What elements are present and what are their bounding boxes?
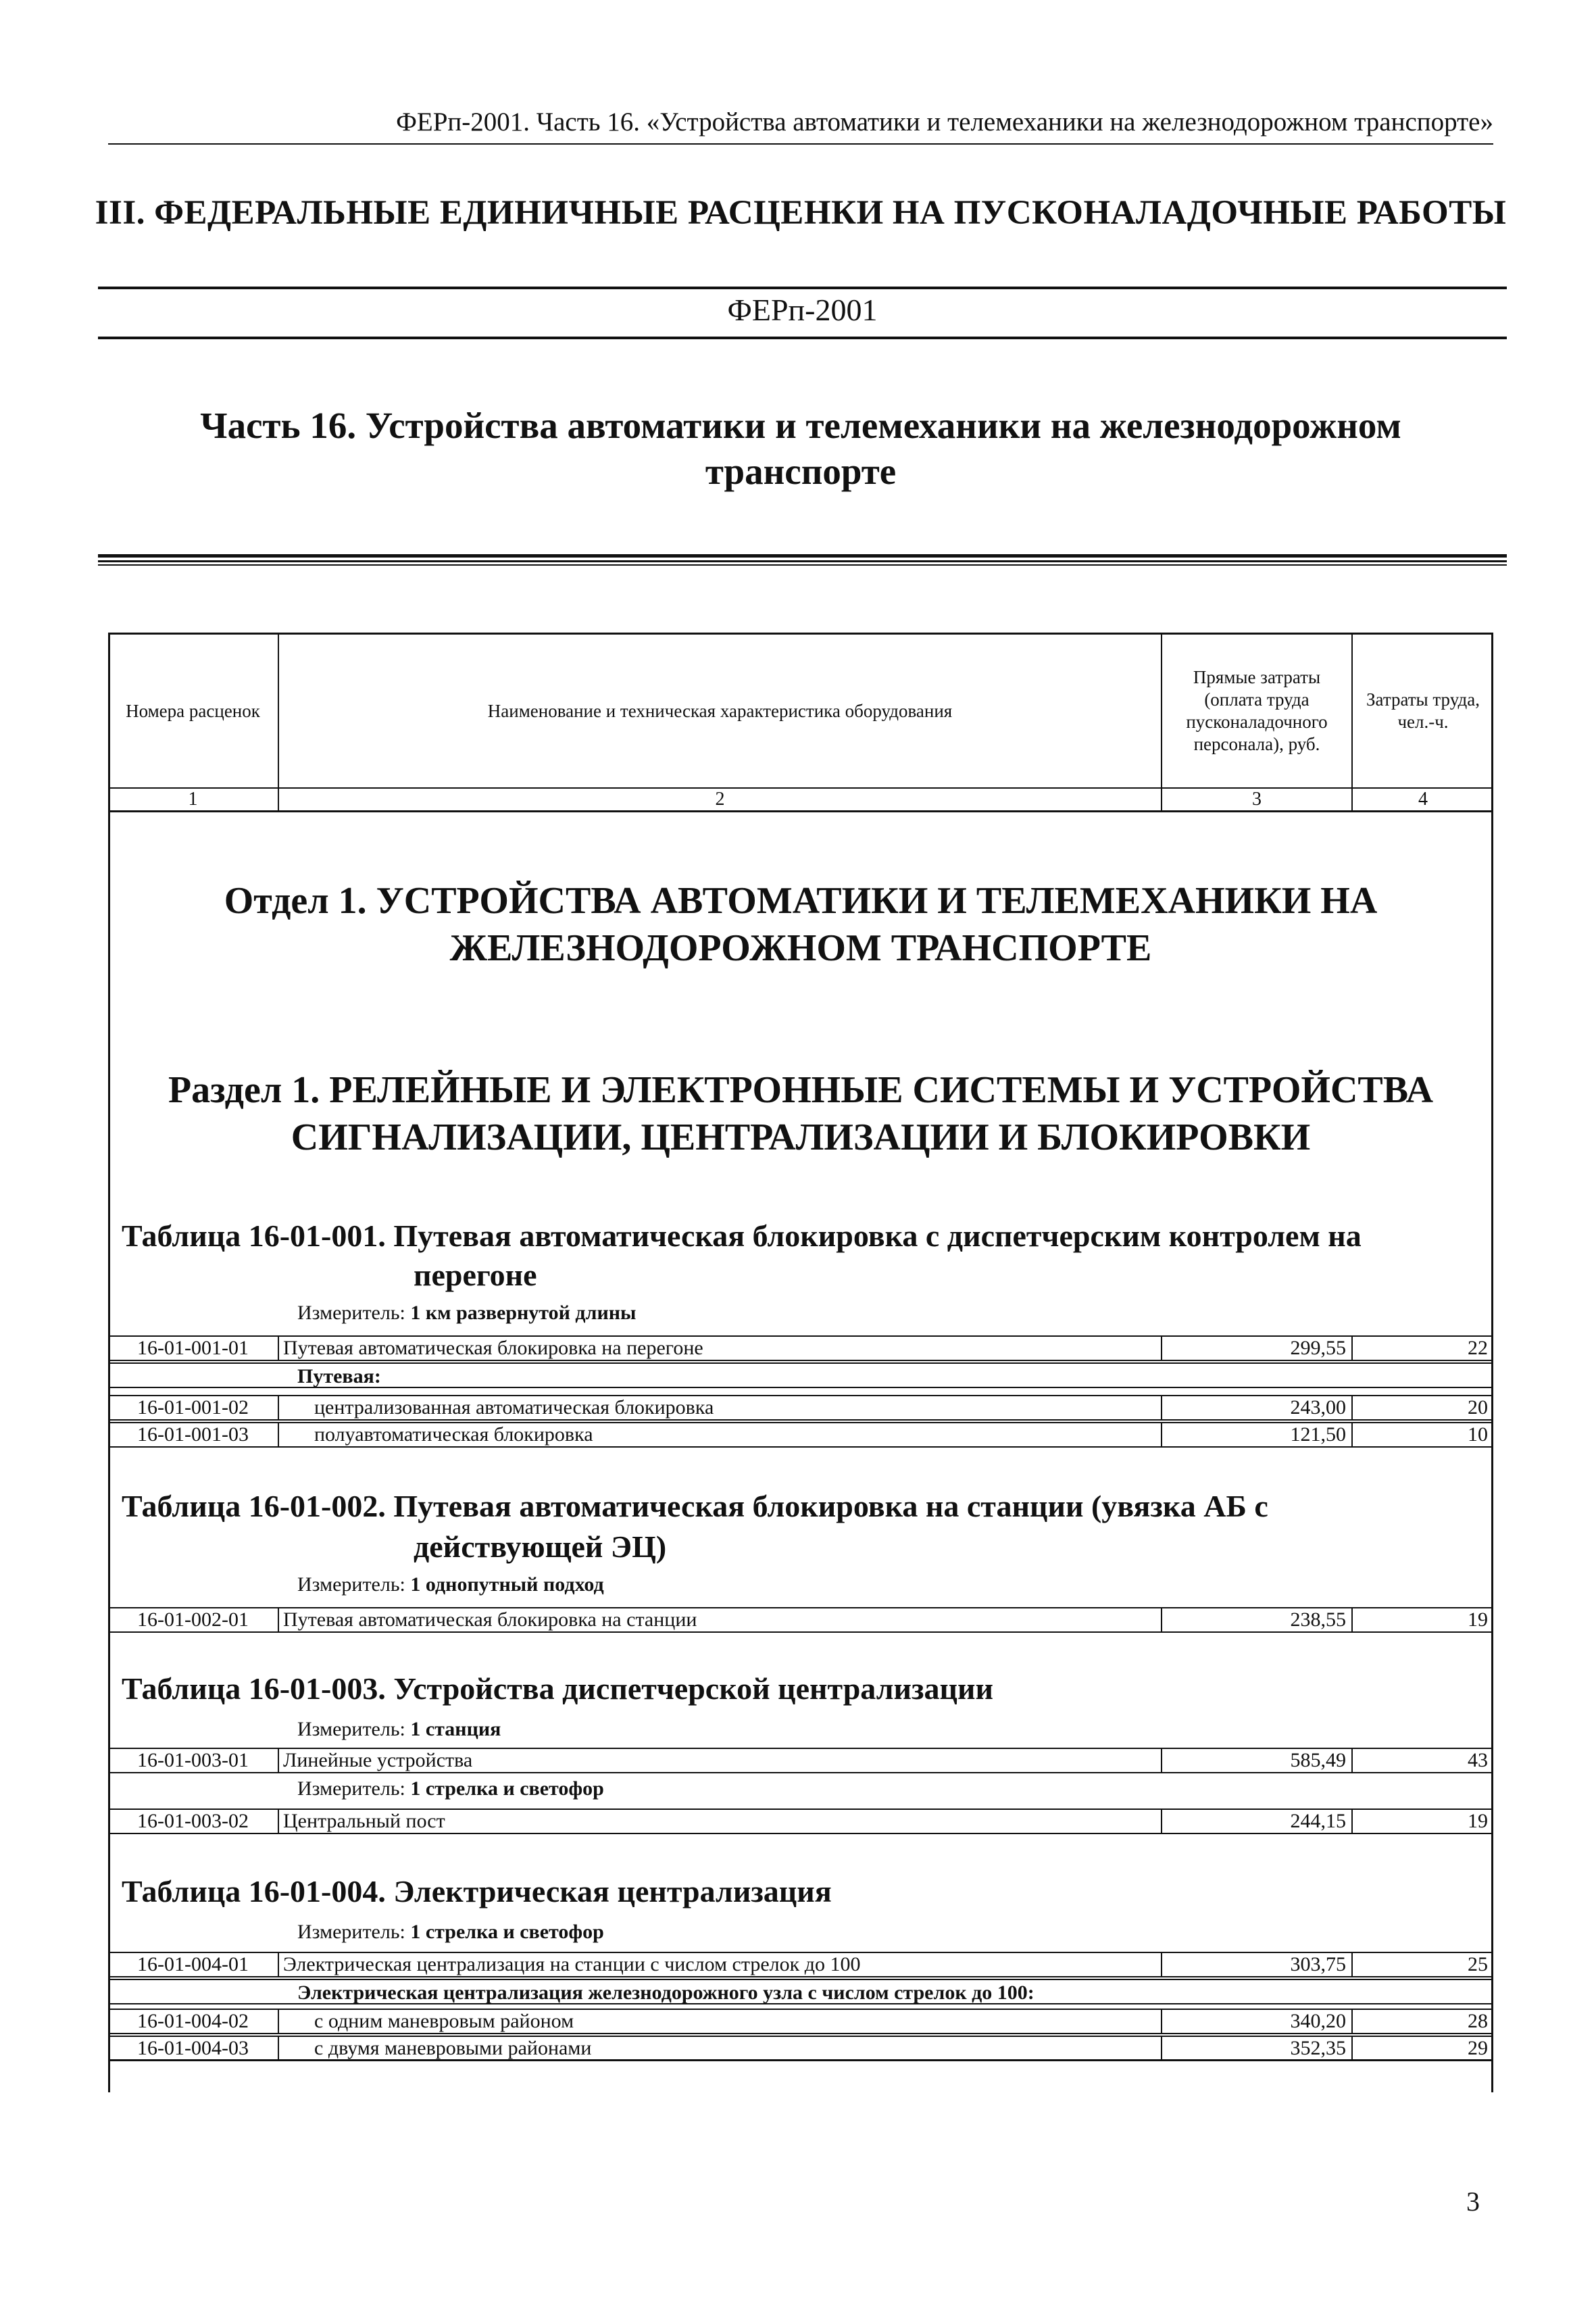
rate-code: 16-01-002-01 <box>108 1608 279 1631</box>
rate-code: 16-01-003-01 <box>108 1749 279 1772</box>
measure-unit <box>297 1777 604 1800</box>
department-title <box>108 877 1493 972</box>
group-label: Электрическая централизация железнодорожного узла с числом стрелок до 100: <box>297 1981 1034 2004</box>
column-number: 4 <box>1353 788 1493 812</box>
measure-value: 1 км развернутой длины <box>410 1302 637 1324</box>
table-row <box>108 1335 1493 1361</box>
table-title: Таблица 16-01-001. Путевая автоматическая блокировка с диспетчерским контролем на <box>122 1218 1362 1253</box>
measure-label: Измеритель: <box>297 1718 405 1740</box>
header-col-labor: Затраты труда, чел.-ч. <box>1353 635 1493 789</box>
measure-value: 1 станция <box>410 1718 501 1740</box>
measure-unit <box>297 1302 636 1325</box>
column-number: 2 <box>279 788 1162 812</box>
rate-labor: 10 <box>1468 1423 1488 1446</box>
measure-unit <box>297 1573 604 1596</box>
chapter-title <box>108 1066 1493 1161</box>
table-header <box>108 633 1493 789</box>
group-label: Путевая: <box>297 1365 381 1387</box>
rate-name: Центральный пост <box>279 1810 1162 1833</box>
measure-value: 1 стрелка и светофор <box>410 1777 604 1800</box>
table-title: Таблица 16-01-002. Путевая автоматическая блокировка на станции (увязка АБ с <box>122 1489 1268 1523</box>
table-row <box>108 1808 1493 1834</box>
measure-label: Измеритель: <box>297 1921 405 1943</box>
rate-code: 16-01-001-01 <box>108 1337 279 1360</box>
rate-name: Электрическая централизация на станции с числом стрелок до 100 <box>279 1953 1162 1976</box>
measure-unit <box>297 1718 501 1741</box>
rate-cost: 299,55 <box>1162 1337 1353 1360</box>
table-title: Таблица 16-01-003. Устройства диспетчерской централизации <box>122 1671 993 1706</box>
department-title-line1: Отдел 1. УСТРОЙСТВА АВТОМАТИКИ И ТЕЛЕМЕХАНИКИ НА <box>224 880 1378 922</box>
part-title-line1: Часть 16. Устройства автоматики и телемеханики на железнодорожном <box>200 405 1401 446</box>
thick-rule-2 <box>98 560 1507 562</box>
table-row <box>108 2036 1493 2061</box>
rate-name: с двумя маневровыми районами <box>279 2037 1162 2059</box>
rate-name: Путевая автоматическая блокировка на станции <box>279 1608 1162 1631</box>
rate-labor: 19 <box>1468 1810 1488 1832</box>
rate-cost: 243,00 <box>1162 1396 1353 1419</box>
rate-cost: 340,20 <box>1162 2010 1353 2033</box>
rate-name: централизованная автоматическая блокировка <box>279 1396 1162 1419</box>
table-row <box>108 1748 1493 1773</box>
measure-unit <box>297 1921 604 1944</box>
group-row <box>108 1362 1493 1388</box>
code-title: ФЕРп-2001 <box>727 293 878 327</box>
code-top-rule <box>98 287 1507 289</box>
header-col-name: Наименование и техническая характеристика оборудования <box>279 635 1162 789</box>
header-rule <box>108 143 1493 145</box>
chapter-title-line1: Раздел 1. РЕЛЕЙНЫЕ И ЭЛЕКТРОННЫЕ СИСТЕМЫ И УСТРОЙСТВА <box>168 1069 1434 1111</box>
column-number: 1 <box>108 788 279 812</box>
rate-labor: 43 <box>1468 1749 1488 1771</box>
table-row <box>108 1952 1493 1977</box>
rate-name: с одним маневровым районом <box>279 2010 1162 2033</box>
table-title-continuation: действующей ЭЦ) <box>414 1529 667 1564</box>
rate-code: 16-01-004-01 <box>108 1953 279 1976</box>
rate-name: Линейные устройства <box>279 1749 1162 1772</box>
section-title: III. ФЕДЕРАЛЬНЫЕ ЕДИНИЧНЫЕ РАСЦЕНКИ НА ПУСКОНАЛАДОЧНЫЕ РАБОТЫ <box>95 194 1507 232</box>
thick-rule-3 <box>98 564 1507 566</box>
rate-labor: 25 <box>1468 1953 1488 1975</box>
table-title: Таблица 16-01-004. Электрическая централизация <box>122 1874 832 1909</box>
measure-label: Измеритель: <box>297 1573 405 1596</box>
rate-code: 16-01-004-03 <box>108 2037 279 2059</box>
header-col-direct-cost: Прямые затраты (оплата труда пусконаладочного персонала), руб. <box>1162 635 1353 789</box>
chapter-title-line2: СИГНАЛИЗАЦИИ, ЦЕНТРАЛИЗАЦИИ И БЛОКИРОВКИ <box>291 1116 1311 1158</box>
measure-value: 1 стрелка и светофор <box>410 1921 604 1943</box>
group-row <box>108 1979 1493 2004</box>
table-row <box>108 1395 1493 1421</box>
part-title-line2: транспорте <box>705 451 897 492</box>
rate-labor: 19 <box>1468 1608 1488 1631</box>
rate-cost: 121,50 <box>1162 1423 1353 1446</box>
header-col-number: Номера расценок <box>108 635 279 789</box>
column-number: 3 <box>1162 788 1353 812</box>
table-row <box>108 1607 1493 1633</box>
rate-name: Путевая автоматическая блокировка на перегоне <box>279 1337 1162 1360</box>
department-title-line2: ЖЕЛЕЗНОДОРОЖНОМ ТРАНСПОРТЕ <box>449 927 1152 969</box>
thick-rule-1 <box>98 554 1507 558</box>
rate-cost: 244,15 <box>1162 1810 1353 1833</box>
rate-labor: 29 <box>1468 2037 1488 2059</box>
rate-cost: 585,49 <box>1162 1749 1353 1772</box>
rate-code: 16-01-003-02 <box>108 1810 279 1833</box>
page-number: 3 <box>1466 2186 1480 2217</box>
column-numbers <box>108 788 1493 812</box>
rate-cost: 303,75 <box>1162 1953 1353 1976</box>
table-row <box>108 2009 1493 2034</box>
part-title <box>122 403 1480 495</box>
running-header: ФЕРп-2001. Часть 16. «Устройства автоматики и телемеханики на железнодорожном транспорте» <box>396 107 1493 137</box>
code-bottom-rule <box>98 337 1507 339</box>
measure-label: Измеритель: <box>297 1777 405 1800</box>
rate-cost: 352,35 <box>1162 2037 1353 2059</box>
table-row <box>108 1422 1493 1448</box>
rate-name: полуавтоматическая блокировка <box>279 1423 1162 1446</box>
measure-value: 1 однопутный подход <box>410 1573 604 1596</box>
rate-code: 16-01-004-02 <box>108 2010 279 2033</box>
rate-labor: 28 <box>1468 2010 1488 2032</box>
measure-label: Измеритель: <box>297 1302 405 1324</box>
rate-labor: 22 <box>1468 1337 1488 1359</box>
rate-cost: 238,55 <box>1162 1608 1353 1631</box>
rate-code: 16-01-001-03 <box>108 1423 279 1446</box>
rate-labor: 20 <box>1468 1396 1488 1419</box>
rate-code: 16-01-001-02 <box>108 1396 279 1419</box>
table-title-continuation: перегоне <box>414 1258 537 1292</box>
